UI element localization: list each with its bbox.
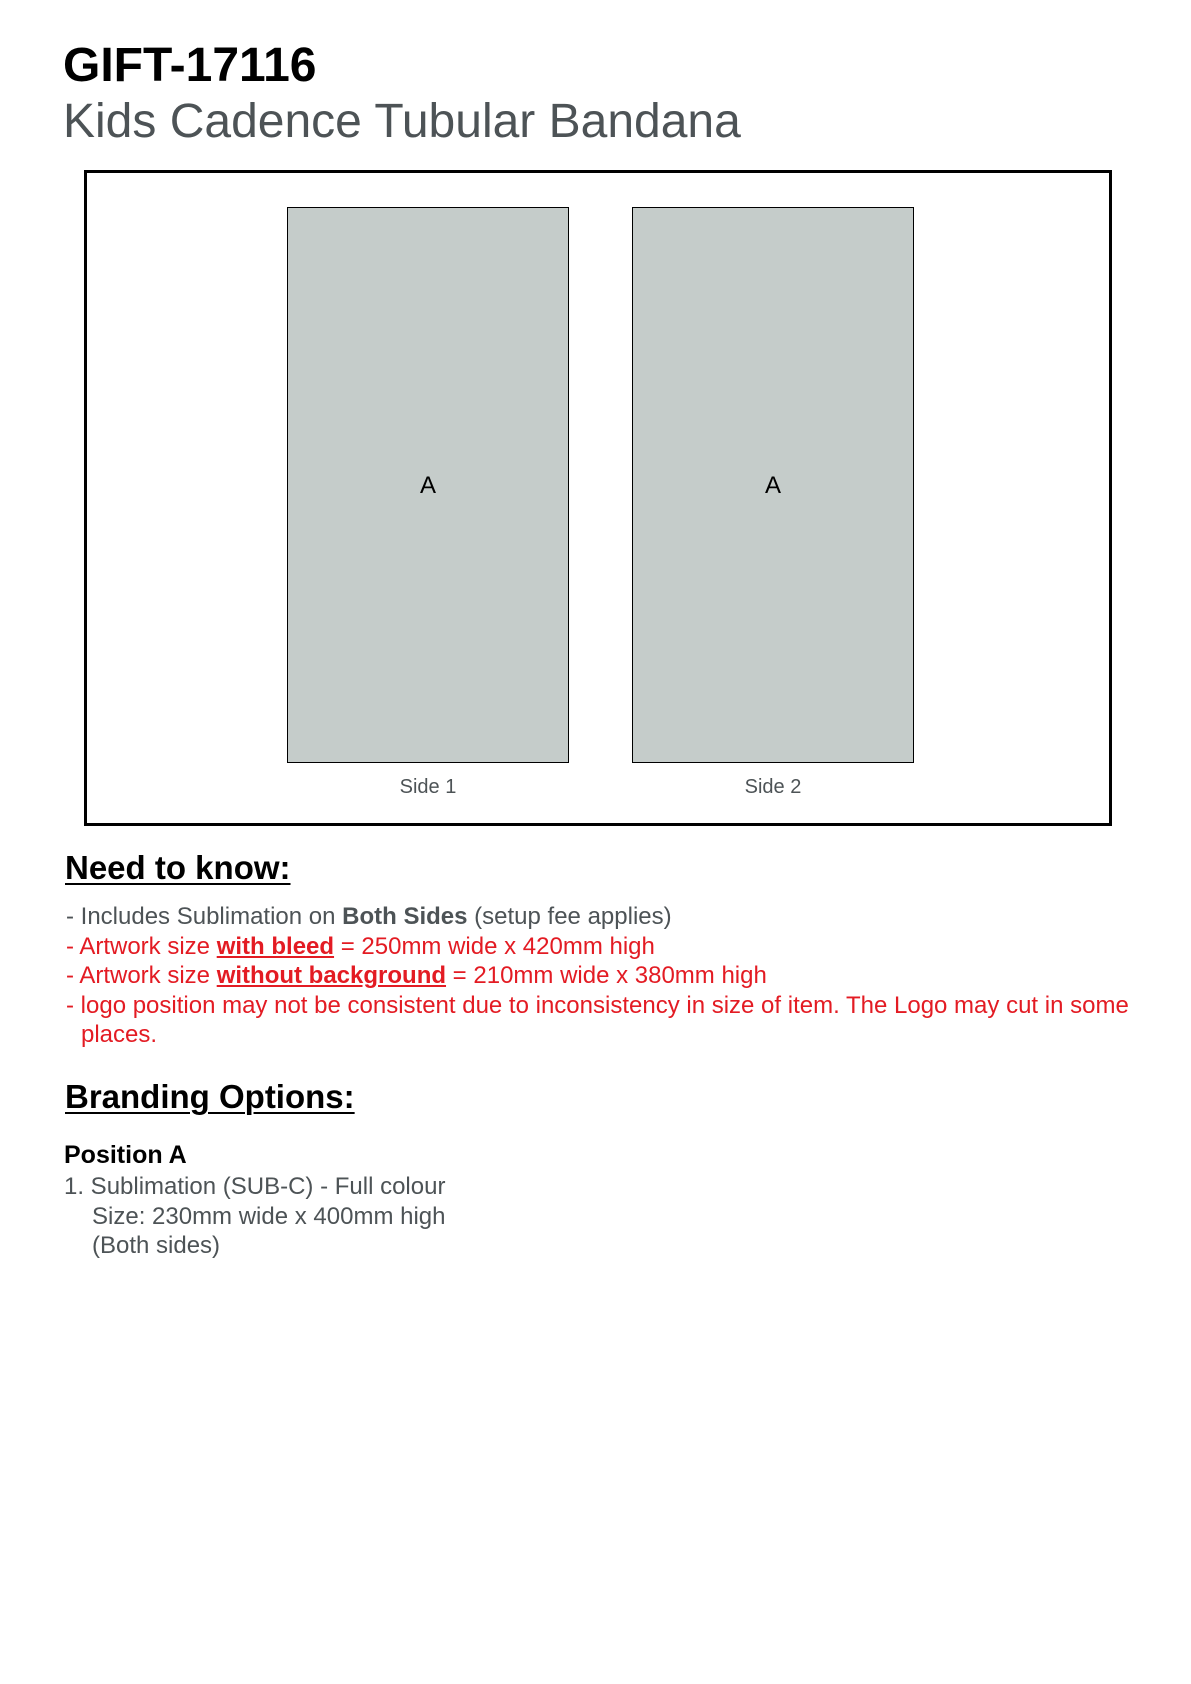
position-marker: A — [764, 472, 781, 499]
print-area-diagram — [84, 170, 1112, 826]
position-marker: A — [419, 472, 436, 499]
position-a-heading: Position A — [64, 1141, 187, 1169]
side-1-label: Side 1 — [399, 776, 457, 798]
branding-sides-note: (Both sides) — [92, 1232, 221, 1259]
branding-method: 1. Sublimation (SUB-C) - Full colour — [64, 1173, 446, 1200]
note-sublimation: - Includes Sublimation on Both Sides (setup fee applies) — [66, 903, 672, 930]
side-2-label: Side 2 — [744, 776, 802, 798]
product-code: GIFT-17116 — [63, 39, 317, 92]
note-artwork-with-bleed: - Artwork size with bleed = 250mm wide x 420mm high — [66, 932, 655, 960]
need-to-know-list — [66, 902, 1146, 1050]
branding-size: Size: 230mm wide x 400mm high — [92, 1202, 446, 1230]
need-to-know-heading: Need to know: — [65, 849, 291, 886]
print-panel-side-2 — [632, 207, 914, 763]
branding-options-heading: Branding Options: — [65, 1078, 355, 1115]
product-name: Kids Cadence Tubular Bandana — [63, 95, 741, 148]
print-panel-side-1 — [287, 207, 569, 763]
note-logo-position: - logo position may not be consistent due to inconsistency in size of item. The Logo may cut in some places. — [66, 991, 1129, 1048]
note-artwork-without-background: - Artwork size without background = 210mm wide x 380mm high — [66, 962, 767, 989]
position-a-details — [64, 1172, 445, 1261]
